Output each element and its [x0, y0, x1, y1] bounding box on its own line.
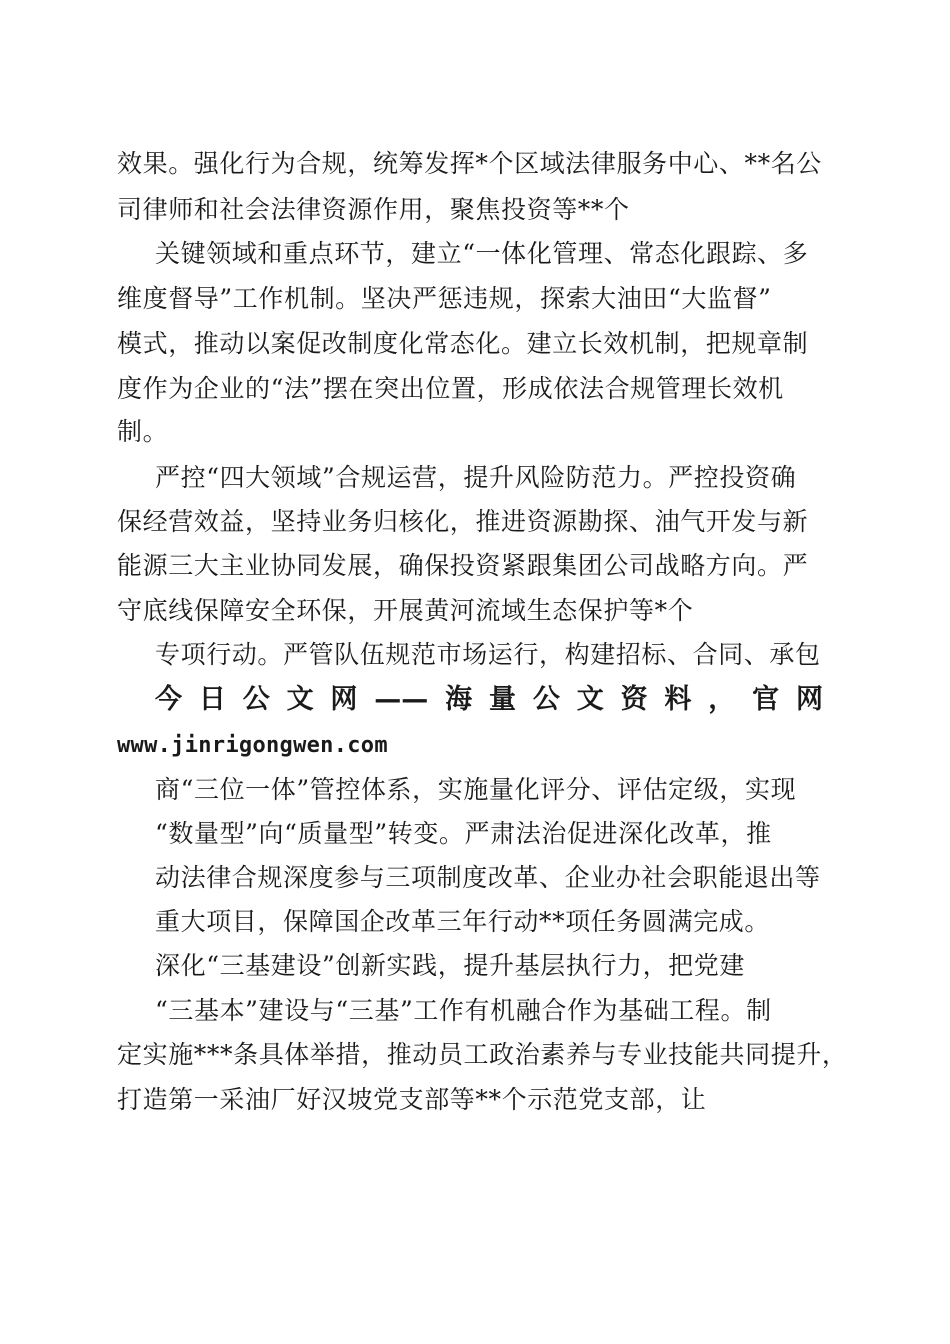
text-line: 定实施***条具体举措，推动员工政治素养与专业技能共同提升，: [117, 1040, 848, 1069]
text-line: 度作为企业的“法”摆在突出位置，形成依法合规管理长效机: [117, 374, 784, 403]
paragraph-first-line: 严控“四大领域”合规运营，提升风险防范力。严控投资确: [155, 463, 797, 492]
text-line: “三基本”建设与“三基”工作有机融合作为基础工程。制: [155, 996, 772, 1025]
text-line: 模式，推动以案促改制度化常态化。建立长效机制，把规章制: [117, 329, 809, 358]
paragraph-first-line: 专项行动。严管队伍规范市场运行，构建招标、合同、承包: [155, 640, 821, 669]
text-line: 司律师和社会法律资源作用，聚焦投资等**个: [117, 195, 630, 224]
paragraph-first-line: 关键领域和重点环节，建立“一体化管理、常态化跟踪、多: [155, 239, 809, 268]
site-banner: 今日公文网——海量公文资料，官网: [155, 684, 823, 715]
text-line: 动法律合规深度参与三项制度改革、企业办社会职能退出等: [155, 863, 821, 892]
text-line: 能源三大主业协同发展，确保投资紧跟集团公司战略方向。严: [117, 551, 809, 580]
text-line: 制。: [117, 417, 169, 446]
text-line: 维度督导”工作机制。坚决严惩违规，探索大油田“大监督”: [117, 284, 772, 313]
text-line: “数量型”向“质量型”转变。严肃法治促进深化改革，推: [155, 819, 772, 848]
text-line: 保经营效益，坚持业务归核化，推进资源勘探、油气开发与新: [117, 507, 809, 536]
text-line: 效果。强化行为合规，统筹发挥*个区域法律服务中心、**名公: [117, 149, 822, 178]
text-line: 打造第一采油厂好汉坡党支部等**个示范党支部，让: [117, 1085, 707, 1114]
text-line: 守底线保障安全环保，开展黄河流域生态保护等*个: [117, 596, 694, 625]
paragraph-first-line: 商“三位一体”管控体系，实施量化评分、评估定级，实现: [155, 775, 797, 804]
site-url-link[interactable]: www.jinrigongwen.com: [117, 733, 388, 758]
paragraph-first-line: 深化“三基建设”创新实践，提升基层执行力，把党建: [155, 951, 745, 980]
text-line: 重大项目，保障国企改革三年行动**项任务圆满完成。: [155, 907, 771, 936]
